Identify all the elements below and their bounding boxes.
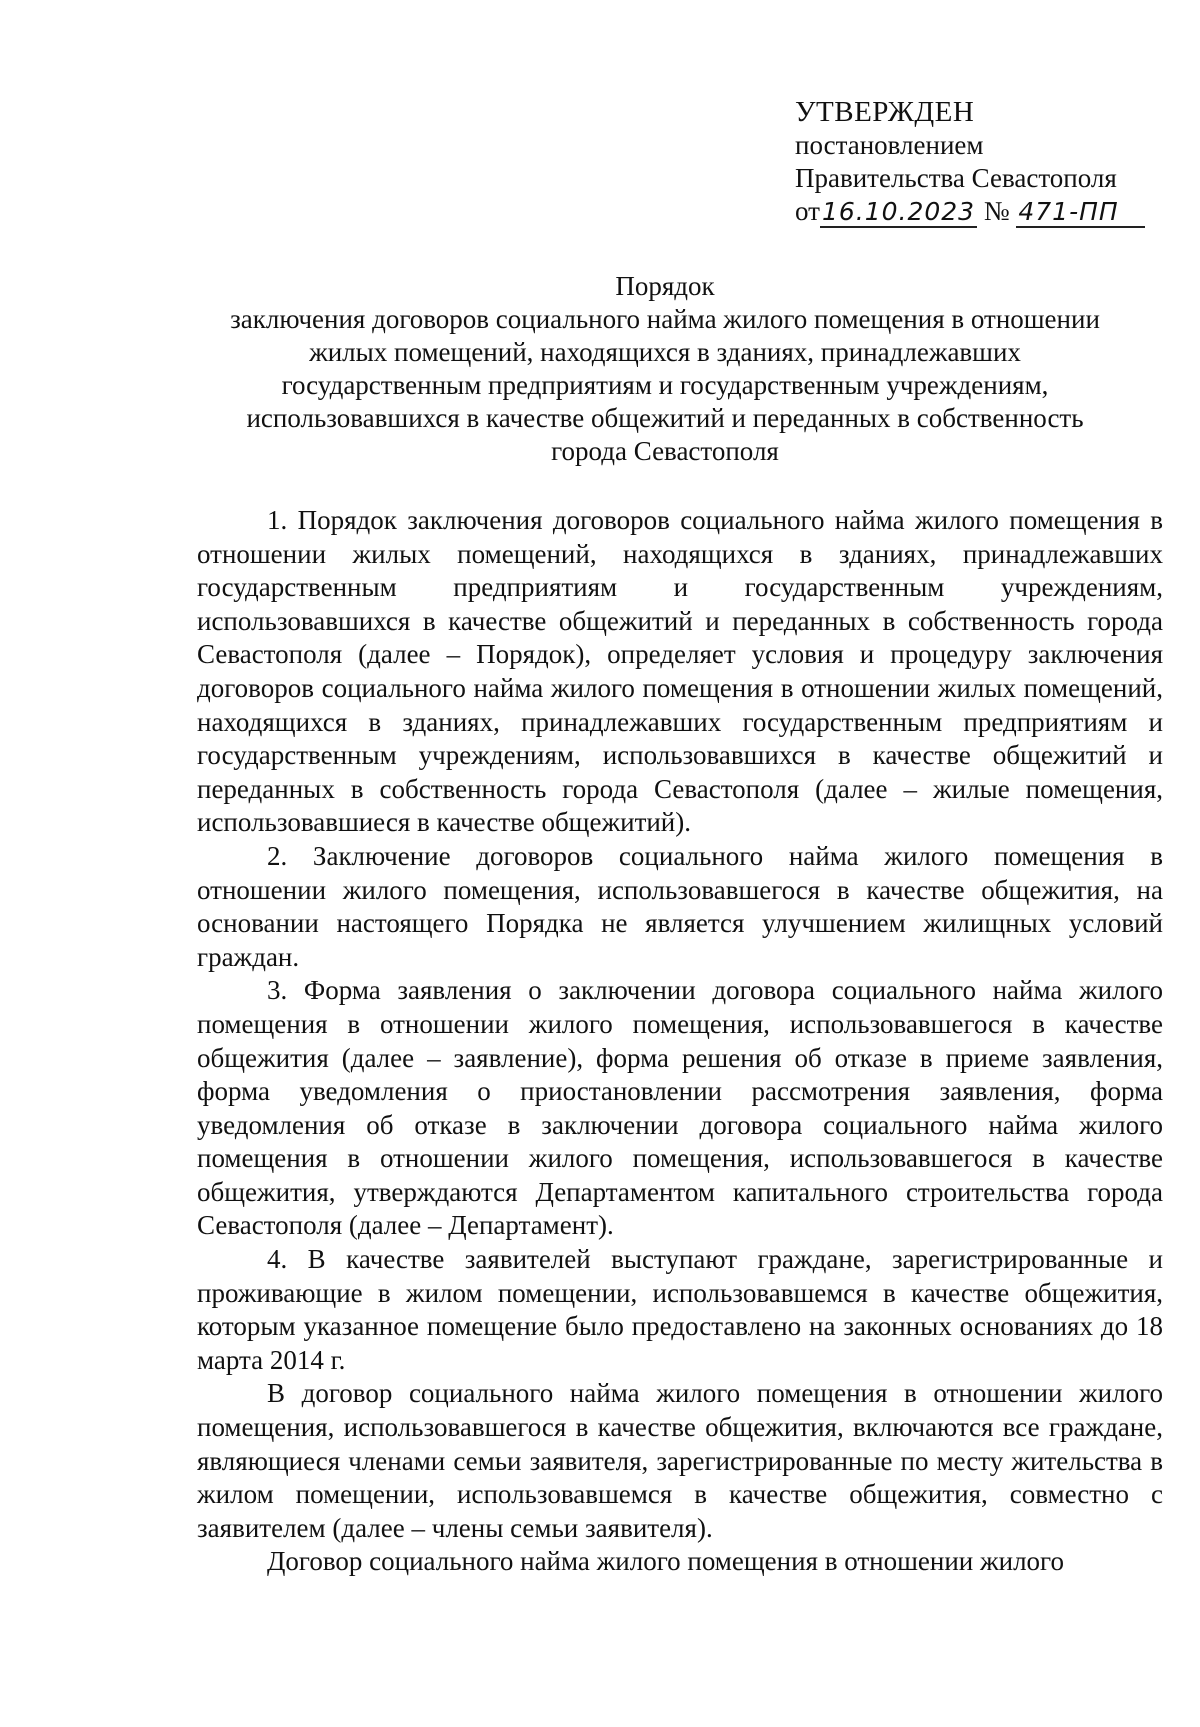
approval-line-2: Правительства Севастополя xyxy=(795,163,1117,193)
handwritten-date: 16.10.2023 xyxy=(821,197,976,226)
title-line: заключения договоров социального найма жилого помещения в отношении xyxy=(230,304,1100,334)
date-prefix: от xyxy=(795,196,820,226)
document-body xyxy=(197,504,1163,1579)
title-line: города Севастополя xyxy=(551,436,779,466)
title-line: использовавшихся в качестве общежитий и переданных в собственность xyxy=(246,403,1084,433)
title-heading: Порядок xyxy=(615,271,715,301)
approval-date-line xyxy=(795,195,1175,228)
title-line: государственным предприятиям и государственным учреждениям, xyxy=(281,370,1049,400)
approval-line-1: постановлением xyxy=(795,130,984,160)
document-title xyxy=(190,270,1140,468)
paragraph-5: В договор социального найма жилого помещения в отношении жилого помещения, использовавшегося в качестве общежития, включаются все граждане, являющиеся членами семьи заявителя, зарегистрированные по месту жительства в жилом помещении, использовавшемся в качестве общежития, совместно с заявителем (далее – члены семьи заявителя). xyxy=(197,1378,1163,1543)
paragraph-4: 4. В качестве заявителей выступают граждане, зарегистрированные и проживающие в жилом помещении, использовавшемся в качестве общежития, которым указанное помещение было предоставлено на законных основаниях до 18 марта 2014 г. xyxy=(197,1244,1163,1375)
approval-heading: УТВЕРЖДЕН xyxy=(795,96,975,128)
paragraph-6: Договор социального найма жилого помещения в отношении жилого xyxy=(267,1546,1064,1577)
approval-stamp xyxy=(795,96,1175,228)
handwritten-number: 471-ПП xyxy=(1016,197,1144,228)
paragraph-1: 1. Порядок заключения договоров социального найма жилого помещения в отношении жилых помещений, находящихся в зданиях, принадлежавших государственным предприятиям и государственным учреждениям, использовавшихся в качестве общежитий и переданных в собственность города Севастополя (далее – Порядок), определяет условия и процедуру заключения договоров социального найма жилого помещения в отношении жилых помещений, находящихся в зданиях, принадлежавших государственным предприятиям и государственным учреждениям, использовавшихся в качестве общежитий и переданных в собственность города Севастополя (далее – жилые помещения, использовавшиеся в качестве общежитий). xyxy=(197,505,1163,838)
number-prefix: № xyxy=(983,196,1010,226)
paragraph-3: 3. Форма заявления о заключении договора социального найма жилого помещения в отношении жилого помещения, использовавшегося в качестве общежития (далее – заявление), форма решения об отказе в приеме заявления, форма уведомления о приостановлении рассмотрения заявления, форма уведомления об отказе в заключении договора социального найма жилого помещения в отношении жилого помещения, использовавшегося в качестве общежития, утверждаются Департаментом капитального строительства города Севастополя (далее – Департамент). xyxy=(197,975,1163,1241)
title-line: жилых помещений, находящихся в зданиях, принадлежавших xyxy=(309,337,1021,367)
paragraph-2: 2. Заключение договоров социального найма жилого помещения в отношении жилого помещения, использовавшегося в качестве общежития, на основании настоящего Порядка не является улучшением жилищных условий граждан. xyxy=(197,840,1163,972)
